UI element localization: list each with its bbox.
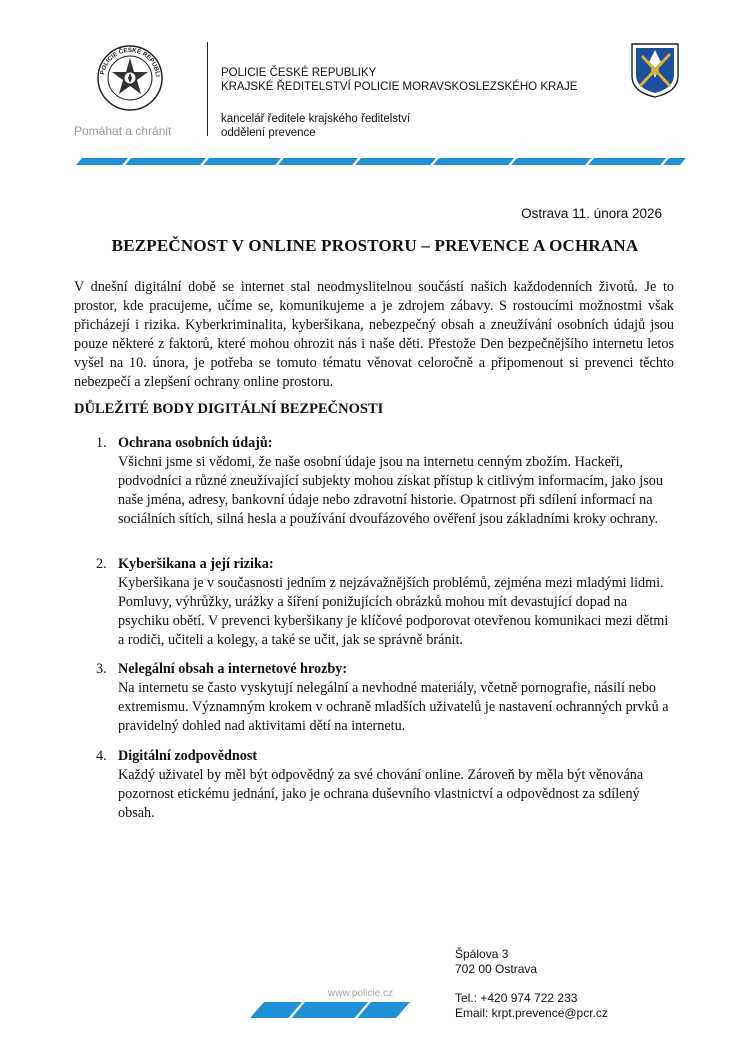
- footer-street: Špálova 3: [455, 947, 509, 961]
- org-name-line1: POLICIE ČESKÉ REPUBLIKY: [221, 67, 377, 79]
- list-item: [96, 434, 676, 544]
- item-body: Kyberšikana je v současnosti jedním z nejzávažnějších problémů, zejména mezi mladými lidmi. Pomluvy, výhrůžky, urážky a šíření ponižujících obrázků mohou mít devastující dopad na psychiku obětí. V prevenci kyberšikany je klíčové podporovat otevřenou komunikaci mezi dětmi a rodiči, učiteli a kolegy, a také se učit, jak se správně bránit.: [118, 575, 669, 648]
- item-body: Na internetu se často vyskytují nelegální a nevhodné materiály, včetně pornografie, násilí nebo extremismu. Významným krokem v ochraně mladších uživatelů je nastavení ochranných prvků a pravidelný dohled nad aktivitami dětí na internetu.: [118, 680, 669, 734]
- document-date: Ostrava 11. února 2026: [521, 206, 662, 221]
- footer-stripe: [250, 1002, 410, 1018]
- footer-city: 702 00 Ostrava: [455, 962, 538, 976]
- header-stripe: [76, 158, 686, 165]
- intro-paragraph: V dnešní digitální době se internet stal neodmyslitelnou součástí našich každodenních životů. Je to prostor, kde pracujeme, učíme se, komunikujeme a je zdrojem zábavy. S rostoucími možnostmi však přicházejí i rizika. Kyberkriminalita, kyberšikana, nebezpečný obsah a zneužívání osobních údajů jsou pouze některé z faktorů, které mohou ohrozit nás i naše děti. Přestože Den bezpečnějšího internetu letos vyšel na 10. února, je potřeba se tomuto tématu věnovat celoročně a připomenout si prevenci těchto nebezpečí a zlepšení ochrany online prostoru.: [74, 279, 674, 390]
- footer-website: www.policie.cz: [328, 988, 394, 999]
- item-title: Kyberšikana a její rizika:: [118, 556, 274, 572]
- tagline: Pomáhat a chránit: [74, 124, 172, 138]
- dept-line2: oddělení prevence: [221, 127, 316, 139]
- dept-line1: kancelář ředitele krajského ředitelství: [221, 113, 411, 125]
- item-body: Každý uživatel by měl být odpovědný za své chování online. Zároveň by měla být věnována pozornost etickému jednání, jako je ochrana duševního vlastnictví a odpovědnost za sdílený obsah.: [118, 767, 644, 821]
- section-heading: DŮLEŽITÉ BODY DIGITÁLNÍ BEZPEČNOSTI: [74, 401, 384, 417]
- item-number: 2.: [96, 556, 107, 572]
- footer-email: Email: krpt.prevence@pcr.cz: [455, 1006, 608, 1020]
- item-title: Digitální zodpovědnost: [118, 748, 258, 764]
- header-divider: [207, 42, 208, 136]
- item-number: 3.: [96, 661, 107, 677]
- item-body: Všichni jsme si vědomi, že naše osobní údaje jsou na internetu cenným zbožím. Hackeři, podvodníci a různé zneužívající subjekty mohou získat přístup k citlivým informacím, jako jsou naše jména, adresy, bankovní údaje nebo zdravotní historie. Opatrnost při sdílení informací na sociálních sítích, silná hesla a používání dvoufázového ověření jsou základními kroky ochrany.: [118, 454, 663, 527]
- list-item: [96, 747, 676, 827]
- list-item: [96, 555, 676, 648]
- item-title: Ochrana osobních údajů:: [118, 435, 273, 451]
- regional-crest-icon: [630, 42, 680, 98]
- org-name-line2: KRAJSKÉ ŘEDITELSTVÍ POLICIE MORAVSKOSLEZSKÉHO KRAJE: [221, 81, 578, 93]
- list-item: [96, 660, 676, 740]
- item-title: Nelegální obsah a internetové hrozby:: [118, 661, 348, 677]
- item-number: 1.: [96, 435, 107, 451]
- svg-text:POLICIE ČESKÉ REPUBLIKY: POLICIE ČESKÉ REPUBLI: [99, 46, 161, 78]
- police-badge-logo: [96, 44, 164, 112]
- footer-phone: Tel.: +420 974 722 233: [455, 991, 578, 1005]
- document-title: BEZPEČNOST V ONLINE PROSTORU – PREVENCE A OCHRANA: [111, 236, 639, 255]
- item-number: 4.: [96, 748, 107, 764]
